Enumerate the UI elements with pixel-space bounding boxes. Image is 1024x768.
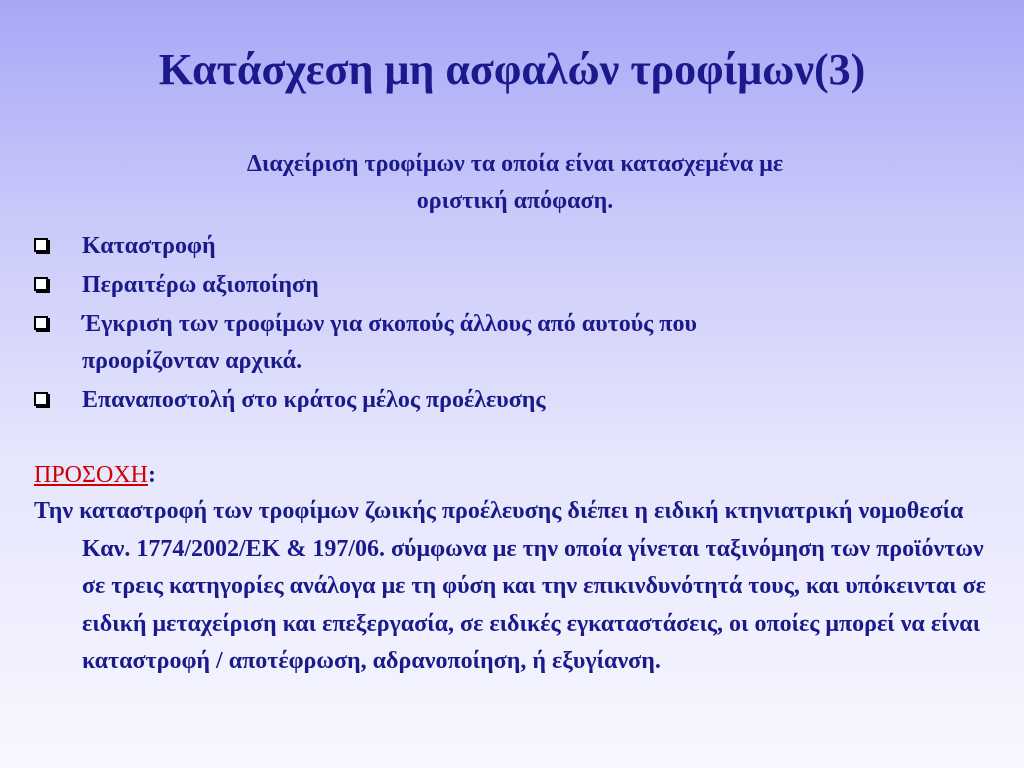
subtitle-line-1: Διαχείριση τροφίμων τα οποία είναι κατασχεμένα με (246, 151, 784, 177)
checkbox-icon (34, 392, 48, 406)
bullet-item (34, 306, 994, 380)
attention-colon: : (147, 462, 156, 488)
checkbox-icon (34, 316, 48, 330)
attention-heading (34, 457, 156, 494)
attention-label: ΠΡΟΣΟΧΗ (34, 462, 148, 488)
bullet-text: Επαναποστολή στο κράτος μέλος προέλευσης (82, 387, 546, 413)
checkbox-icon (34, 238, 48, 252)
bullet-text: Περαιτέρω αξιοποίηση (82, 272, 319, 298)
bullet-item (34, 382, 994, 419)
slide-subtitle (120, 146, 910, 220)
subtitle-line-2: οριστική απόφαση. (416, 188, 614, 214)
bullet-list (34, 228, 994, 421)
bullet-text: Έγκριση των τροφίμων για σκοπούς άλλους από αυτούς που (82, 311, 697, 337)
checkbox-icon (34, 277, 48, 291)
bullet-item (34, 267, 994, 304)
bullet-text: Καταστροφή (82, 233, 216, 259)
slide-title: Κατάσχεση μη ασφαλών τροφίμων(3) (158, 45, 866, 94)
bullet-item (34, 228, 994, 265)
attention-paragraph: Την καταστροφή των τροφίμων ζωικής προέλευσης διέπει η ειδική κτηνιατρική νομοθεσία Καν. 1774/2002/ΕΚ & 197/06. σύμφωνα με την οποία γίνεται ταξινόμηση των προϊόντων σε τρεις κατηγορίες ανάλογα με τη φύση και την επικινδυνότητά τους, και υπόκεινται σε ειδική μεταχείριση και επεξεργασία, σε ειδικές εγκαταστάσεις, οι οποίες μπορεί να είναι καταστροφή / αποτέφρωση, αδρανοποίηση, ή εξυγίανση. (34, 498, 986, 674)
bullet-text-continued: προορίζονταν αρχικά. (82, 348, 303, 374)
